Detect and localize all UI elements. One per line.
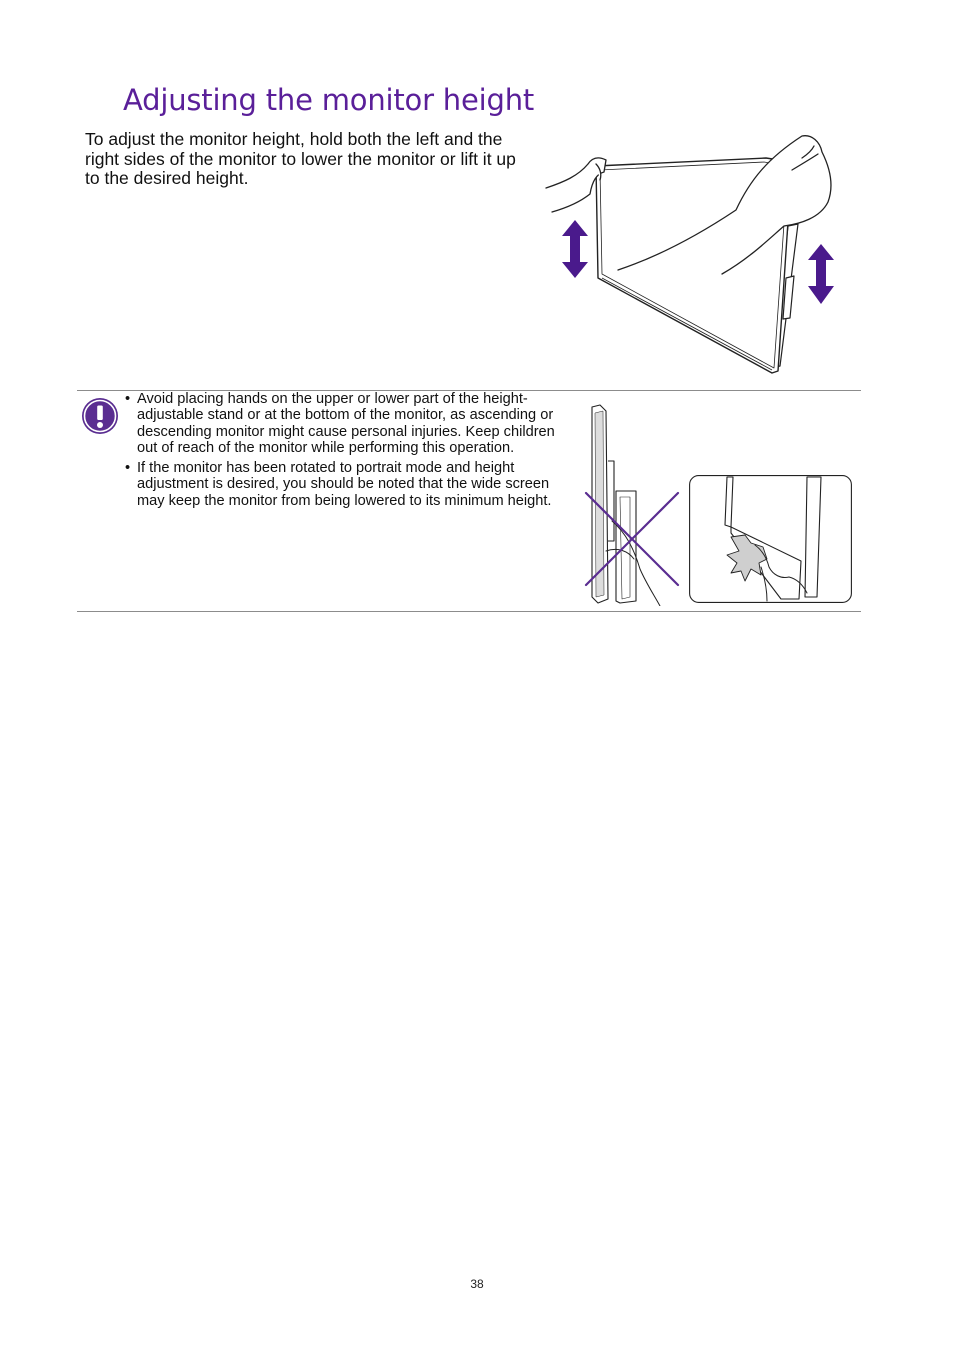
stand-side-view-illustration <box>582 401 687 606</box>
caution-list <box>125 391 565 513</box>
caution-note <box>77 390 861 612</box>
bullet: • <box>125 460 131 477</box>
list-item <box>125 460 565 509</box>
right-up-down-arrow <box>808 244 834 304</box>
left-up-down-arrow <box>562 220 588 278</box>
page-number: 38 <box>470 1277 484 1291</box>
pinch-hazard-zoom-illustration <box>689 475 852 603</box>
caution-text-hands: Avoid placing hands on the upper or lower part of the height-adjustable stand or at the bottom of the monitor, as ascending or descending monitor might cause personal injuries. Keep children out of reach of the monitor while performing this operation. <box>137 391 555 456</box>
intro-paragraph: To adjust the monitor height, hold both the left and the right sides of the monitor to lower the monitor or lift it up to the desired height. <box>85 129 516 188</box>
monitor-height-illustration <box>540 128 850 378</box>
list-item <box>125 391 565 456</box>
exclamation-icon <box>81 397 119 435</box>
page-title: Adjusting the monitor height <box>123 83 535 117</box>
caution-text-portrait: If the monitor has been rotated to portrait mode and height adjustment is desired, you should be noted that the wide screen may keep the monitor from being lowered to its minimum height. <box>137 460 552 509</box>
bullet: • <box>125 391 131 407</box>
